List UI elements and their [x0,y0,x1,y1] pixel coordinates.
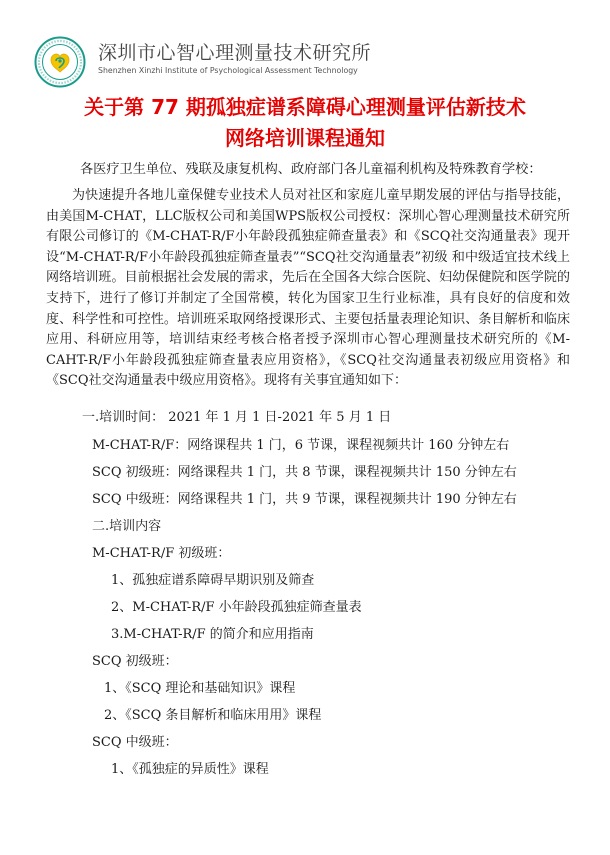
title-line-2: 网络培训课程通知 [225,126,385,150]
letterhead [34,36,594,92]
training-content-heading: 二.培训内容 [92,519,162,534]
body-paragraph: 为快速提升各地儿童保健专业技术人员对社区和家庭儿童早期发展的评估与指导技能，由美国M-CHAT，LLC版权公司和美国WPS版权公司授权：深圳心智心理测量技术研究所有限公司修订的《M-CHAT-R/F小年龄段孤独症筛查量表》和《SCQ社交沟通量表》现开设“M-CHAT-R/F小年龄段孤独症筛查量表”“SCQ社交沟通量表”初级 和中级适宜技术线上网络培训班。目前根据社会发展的需求，先后在全国各大综合医院、妇幼保健院和医学院的支持下，进行了修订并制定了全国常模，转化为国家卫生行业标准，具有良好的信度和效度、科学性和可控性。培训班采取网络授课形式、主要包括量表理论知识、条目解析和临床应用、科研应用等，培训结束经考核合格者授予深圳市心智心理测量技术研究所的《M-CAHT-R/F小年龄段孤独症筛查量表应用资格》，《SCQ社交沟通量表初级应用资格》和《SCQ社交沟通量表中级应用资格》。现将有关事宜通知如下： [46,188,570,389]
list-item: 3.M-CHAT-R/F 的简介和应用指南 [111,627,314,642]
list-item: 1、《SCQ 理论和基础知识》课程 [104,681,296,696]
list-item: 2、《SCQ 条目解析和临床用用》课程 [104,708,322,723]
title-line-1: 关于第 77 期孤独症谱系障碍心理测量评估新技术 [84,95,526,119]
list-item: 1、《孤独症的异质性》课程 [111,762,269,777]
scq-intermediate-time-line: SCQ 中级班：网络课程共 1 门，共 9 节课，课程视频共计 190 分钟左右 [92,492,517,507]
institute-name-english: Shenzhen Xinzhi Institute of Psychological Assessment Technology [98,66,358,75]
list-item: 2、M-CHAT-R/F 小年龄段孤独症筛查量表 [111,600,362,615]
institute-name-chinese: 深圳市心智心理测量技术研究所 [98,42,372,64]
mchat-time-line: M-CHAT-R/F：网络课程共 1 门，6 节课，课程视频共计 160 分钟左右 [92,438,510,453]
mchat-class-heading: M-CHAT-R/F 初级班： [92,546,231,561]
scq-intermediate-class-heading: SCQ 中级班： [92,735,178,750]
notice-title [20,92,590,154]
institute-logo [34,36,86,88]
scq-primary-time-line: SCQ 初级班：网络课程共 1 门，共 8 节课，课程视频共计 150 分钟左右 [92,465,517,480]
scq-primary-class-heading: SCQ 初级班： [92,654,178,669]
salutation: 各医疗卫生单位、残联及康复机构、政府部门各儿童福利机构及特殊教育学校： [80,162,542,177]
list-item: 1、孤独症谱系障碍早期识别及筛查 [111,573,315,588]
training-time-heading: 一.培训时间： 2021 年 1 月 1 日-2021 年 5 月 1 日 [82,410,392,425]
